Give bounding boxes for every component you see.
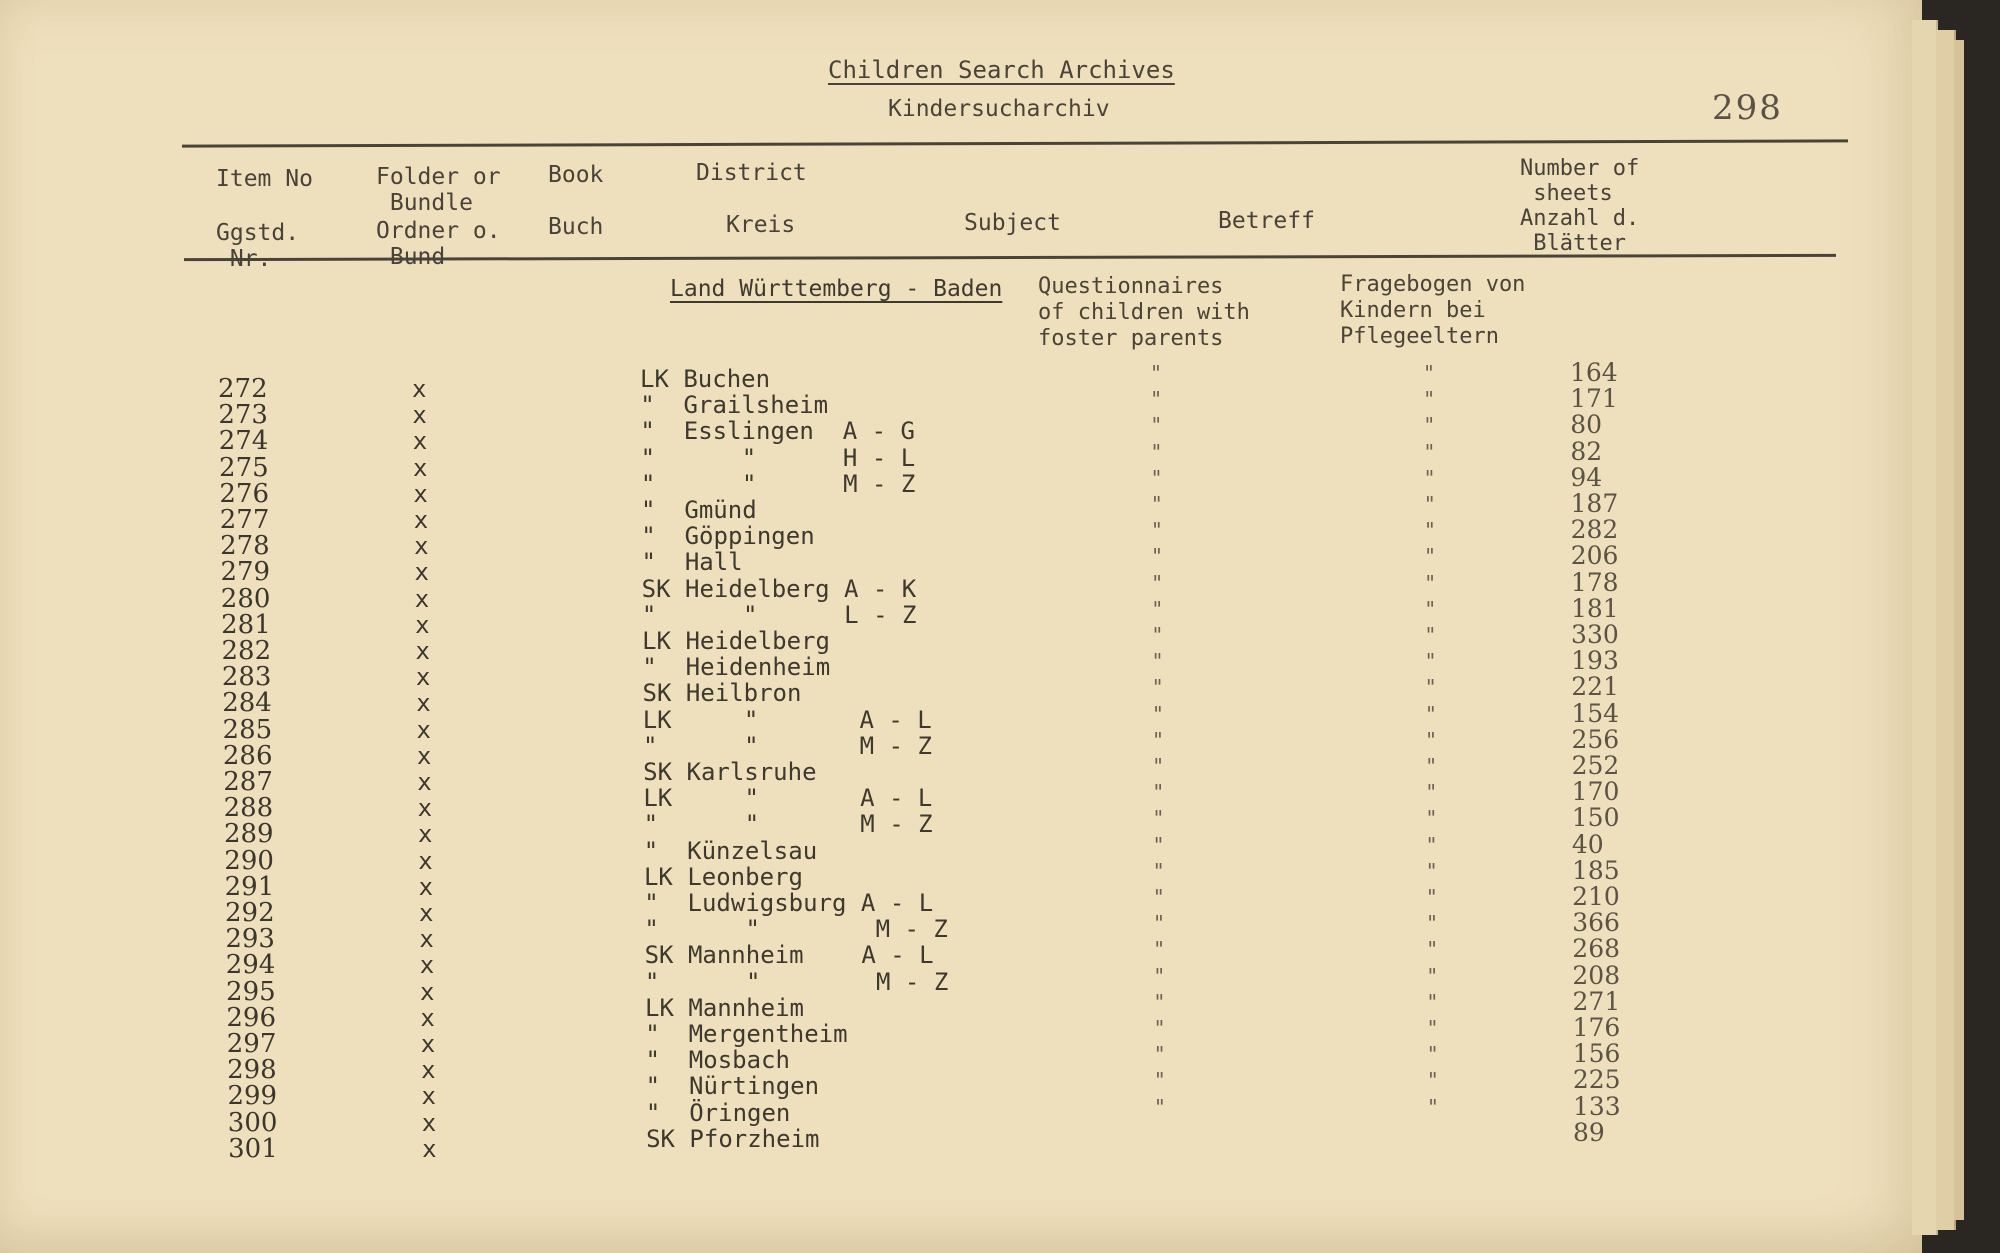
item-number: 272 [218,374,268,404]
district-name: " Gmünd [641,496,757,524]
folder-mark: x [417,768,432,796]
folder-mark: x [412,401,427,430]
betreff-ditto: " [1426,1042,1439,1067]
folder-mark: x [413,453,428,482]
item-number: 301 [228,1133,278,1164]
item-number: 278 [220,531,270,562]
subject-ditto: " [1150,518,1163,543]
district-name: " " M - Z [644,915,948,944]
folder-mark: x [421,1082,436,1111]
betreff-ditto: " [1425,858,1438,883]
item-number: 273 [218,400,268,431]
district-name: " Nürtingen [645,1072,820,1101]
col-header-folder: Folder or Bundle [376,164,501,216]
district-name: LK Heidelberg [642,627,830,655]
sheet-count: 171 [1570,384,1618,414]
subject-ditto: " [1152,832,1165,857]
sheet-count: 268 [1572,934,1621,964]
sheet-count: 193 [1571,646,1619,676]
subject-ditto: " [1153,1094,1166,1119]
item-number: 294 [225,950,276,981]
subject-ditto: " [1151,701,1164,726]
folder-mark: x [415,637,430,665]
betreff-ditto: " [1423,439,1436,464]
col-header-district-de: Kreis [726,212,796,238]
folder-mark: x [412,375,427,403]
item-number: 287 [223,767,273,797]
district-name: " Öringen [645,1098,791,1127]
item-number: 276 [219,478,270,509]
betreff-ditto: " [1423,518,1436,543]
district-name: " " H - L [640,443,916,472]
page-edge [1954,40,1964,1220]
subject-ditto: " [1151,623,1164,647]
subject-ditto: " [1153,1016,1166,1040]
subject-ditto: " [1150,465,1163,490]
folder-mark: x [414,558,429,587]
folder-mark: x [414,584,430,613]
sheet-count: 282 [1570,515,1619,545]
item-number: 300 [227,1107,278,1138]
betreff-ditto: " [1424,701,1437,726]
subject-ditto: " [1152,858,1165,883]
subject-ditto: " [1150,413,1163,438]
subject-ditto: " [1151,727,1164,752]
document-subtitle: Kindersucharchiv [888,96,1110,122]
folder-mark: x [420,1003,435,1032]
folder-mark: x [421,1056,436,1085]
sheet-count: 154 [1571,698,1620,728]
betreff-ditto: " [1424,675,1437,700]
subject-ditto: " [1150,439,1163,464]
item-number: 284 [222,688,272,719]
header-top-rule [182,139,1848,147]
sheet-count: 366 [1572,908,1620,938]
district-name: " " M - Z [640,469,916,498]
col-header-subject: Subject [964,210,1061,236]
sheet-count: 89 [1573,1117,1605,1147]
sheet-count: 206 [1570,541,1619,571]
subject-description: Questionnaires of children with foster parents [1038,274,1250,351]
betreff-ditto: " [1424,623,1437,647]
folder-mark: x [419,951,435,980]
item-number: 282 [221,636,272,666]
sheet-count: 221 [1571,672,1619,702]
sheet-count: 330 [1571,620,1619,649]
district-name: " " M - Z [644,967,949,996]
item-number: 292 [225,898,275,928]
district-name: SK Pforzheim [646,1124,820,1153]
item-number: 293 [225,924,275,955]
betreff-description: Fragebogen von Kindern bei Pflegeeltern [1340,272,1526,349]
subject-ditto: " [1153,989,1166,1014]
betreff-ditto: " [1423,492,1436,516]
district-name: " " L - Z [641,600,917,629]
subject-ditto: " [1152,806,1165,831]
betreff-ditto: " [1423,387,1436,412]
subject-ditto: " [1153,1042,1166,1067]
folder-mark: x [419,899,434,927]
col-header-book-de: Buch [548,214,604,240]
betreff-ditto: " [1425,885,1438,909]
sheet-count: 252 [1571,751,1620,780]
betreff-ditto: " [1423,465,1436,490]
folder-mark: x [416,689,431,718]
subject-ditto: " [1151,675,1164,700]
item-number: 296 [226,1002,277,1033]
district-name: " Künzelsau [643,836,818,865]
col-header-book: Book [548,162,604,188]
item-number: 299 [227,1081,278,1112]
sheet-count: 210 [1572,882,1620,911]
sheet-count: 208 [1572,960,1621,990]
subject-ditto: " [1151,596,1164,621]
folder-mark: x [414,532,429,561]
folder-mark: x [415,663,431,692]
item-number: 291 [224,871,275,902]
folder-mark: x [413,479,428,508]
item-number: 277 [219,505,270,535]
district-name: SK Karlsruhe [643,758,817,786]
item-number: 298 [227,1055,277,1086]
sheet-count: 181 [1570,593,1619,623]
betreff-ditto: " [1424,570,1437,595]
item-number: 286 [222,740,273,771]
district-name: " " M - Z [643,810,933,839]
sheet-count: 187 [1570,489,1619,518]
sheet-count: 94 [1570,462,1603,492]
folder-mark: x [417,820,433,849]
subject-ditto: " [1151,570,1164,595]
sheet-count: 225 [1572,1065,1621,1095]
col-header-item-no: Item No [216,166,313,192]
betreff-ditto: " [1426,1094,1439,1119]
col-header-betreff: Betreff [1218,208,1315,234]
folder-mark: x [418,846,433,875]
subject-ditto: " [1153,963,1166,988]
folder-mark: x [416,715,431,744]
item-number: 289 [223,819,274,850]
subject-ditto: " [1151,649,1164,674]
item-number: 285 [222,714,273,745]
item-number: 288 [223,793,274,824]
folder-mark: x [420,977,435,1006]
district-name: " Göppingen [641,522,815,551]
folder-mark: x [419,925,434,954]
sheet-count: 150 [1571,803,1620,833]
betreff-ditto: " [1426,1068,1439,1093]
district-name: " Esslingen A - G [640,417,915,446]
betreff-ditto: " [1424,649,1437,674]
betreff-ditto: " [1425,832,1438,857]
betreff-ditto: " [1425,806,1438,831]
subject-ditto: " [1152,780,1165,805]
folder-mark: x [420,1030,436,1058]
sheet-count: 178 [1570,567,1619,597]
sheet-count: 40 [1571,829,1604,859]
sheet-count: 133 [1572,1091,1621,1121]
district-name: " Mosbach [645,1046,790,1075]
item-number: 295 [226,976,276,1007]
col-header-sheets: Number of sheets Anzahl d. Blätter [1520,156,1640,256]
district-name: LK " A - L [643,784,933,813]
subject-ditto: " [1153,1068,1166,1093]
district-name: " Mergentheim [645,1020,848,1048]
section-title: Land Württemberg - Baden [670,276,1003,302]
item-number: 280 [220,583,271,614]
betreff-ditto: " [1424,596,1437,621]
item-number: 297 [226,1029,277,1059]
sheet-count: 156 [1572,1039,1621,1069]
subject-ditto: " [1150,492,1163,516]
district-name: SK Heidelberg A - K [641,574,917,603]
district-name: SK Heilbron [642,679,802,708]
document-title: Children Search Archives [828,56,1175,84]
folder-mark: x [412,427,428,456]
betreff-ditto: " [1423,361,1436,385]
betreff-ditto: " [1425,911,1438,936]
item-number: 281 [221,609,271,640]
subject-ditto: " [1150,361,1163,385]
col-header-folder-de: Ordner o. Bund [376,218,501,270]
betreff-ditto: " [1426,989,1439,1014]
betreff-ditto: " [1425,780,1438,805]
district-name: LK " A - L [642,705,932,734]
betreff-ditto: " [1424,727,1437,752]
item-number: 290 [224,845,274,876]
sheet-count: 176 [1572,1013,1621,1042]
page-edge [1912,20,1938,1235]
district-name: " Ludwigsburg A - L [644,889,934,917]
betreff-ditto: " [1426,963,1439,988]
district-name: LK Leonberg [643,862,803,891]
folder-mark: x [421,1108,437,1137]
folder-mark: x [418,872,434,901]
item-number: 274 [218,426,269,457]
district-name: " Heidenheim [642,653,831,682]
subject-ditto: " [1153,937,1166,962]
item-number: 283 [221,662,272,693]
sheet-count: 271 [1572,986,1621,1016]
betreff-ditto: " [1426,937,1439,962]
betreff-ditto: " [1423,544,1437,569]
district-name: LK Buchen [640,365,771,393]
sheet-count: 185 [1571,855,1620,885]
sheet-count: 170 [1571,777,1620,807]
subject-ditto: " [1152,754,1165,778]
sheet-count: 82 [1570,436,1603,466]
folder-mark: x [413,506,429,534]
col-header-item-no-de: Ggstd. Nr. [216,220,300,272]
district-name: " Grailsheim [640,391,829,420]
subject-ditto: " [1152,911,1165,936]
folder-mark: x [422,1134,437,1163]
subject-ditto: " [1150,387,1163,412]
betreff-ditto: " [1426,1016,1439,1040]
district-name: " " M - Z [642,731,932,760]
sheet-count: 80 [1570,410,1603,440]
betreff-ditto: " [1423,413,1436,438]
sheet-count: 256 [1571,724,1620,754]
folder-mark: x [416,741,432,770]
folder-mark: x [415,610,430,639]
page-edge [1936,30,1956,1230]
district-name: LK Mannheim [645,993,804,1022]
betreff-ditto: " [1425,754,1438,778]
subject-ditto: " [1152,885,1165,909]
page-number: 298 [1712,88,1783,128]
item-number: 275 [219,452,269,483]
item-number: 279 [220,557,271,588]
district-name: " Hall [641,548,743,577]
district-name: SK Mannheim A - L [644,941,934,970]
sheet-count: 164 [1570,358,1618,387]
subject-ditto: " [1150,544,1164,569]
col-header-district: District [696,160,807,186]
folder-mark: x [417,794,433,823]
